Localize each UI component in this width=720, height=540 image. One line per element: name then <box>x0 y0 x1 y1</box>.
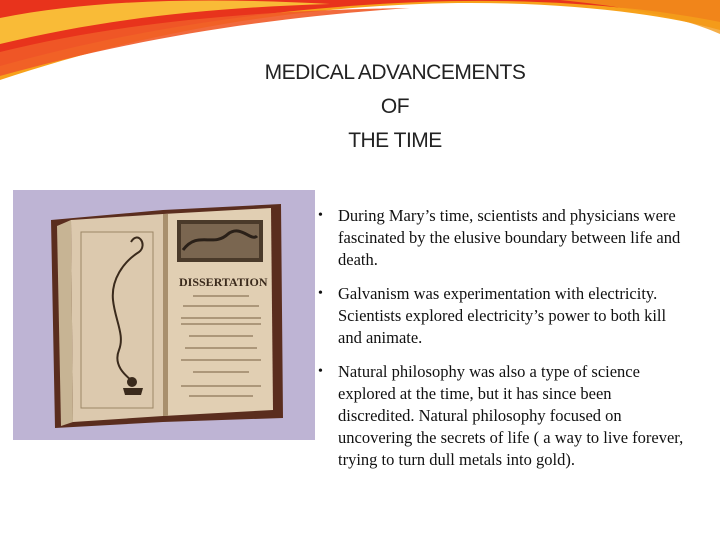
bullet-text: Natural philosophy was also a type of science explored at the time, but it has since been discredited. Natural philosophy focused on uncovering the secrets of life ( a way to live forever, trying to turn dull metals into gold). <box>338 362 684 469</box>
bullet-item <box>316 361 686 471</box>
bullet-text: During Mary’s time, scientists and physicians were fascinated by the elusive boundary between life and death. <box>338 206 681 269</box>
book-page-heading: DISSERTATION <box>179 275 268 289</box>
bullet-item <box>316 205 686 271</box>
title-line-1: MEDICAL ADVANCEMENTS <box>264 61 526 84</box>
open-book-image <box>13 190 315 440</box>
bullet-item <box>316 283 686 349</box>
title-line-2: OF <box>380 95 410 118</box>
title-line-3: THE TIME <box>348 129 442 152</box>
bullet-list <box>316 205 686 483</box>
slide-title <box>180 56 610 158</box>
bullet-text: Galvanism was experimentation with electricity. Scientists explored electricity’s power to both kill and animate. <box>338 284 667 347</box>
bullet-dot-icon: • <box>318 208 323 223</box>
bullet-dot-icon: • <box>318 286 323 301</box>
bullet-dot-icon: • <box>318 364 323 379</box>
